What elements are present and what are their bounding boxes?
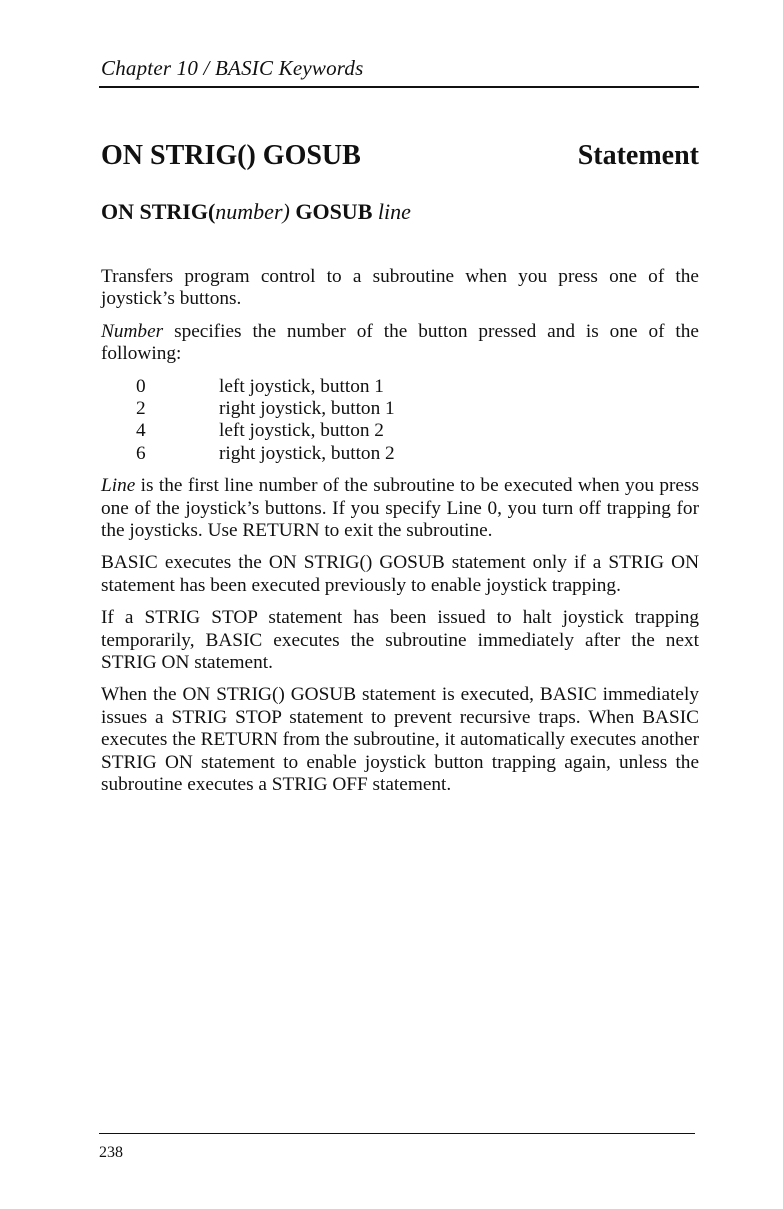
code-description: left joystick, button 2 — [219, 420, 384, 442]
syntax-param-number: number) — [215, 199, 290, 224]
paragraph-line-text: is the first line number of the subroutine to be executed when you press one of the joystick’s buttons. If you specify Line 0, you turn off trapping for the joysticks. Use RETURN to exit the subroutine. — [101, 475, 699, 541]
code-value: 4 — [136, 420, 146, 442]
syntax-param-line: line — [377, 199, 411, 224]
paragraph-number — [101, 321, 699, 366]
syntax-gosub: GOSUB — [289, 199, 378, 224]
button-code-list — [101, 376, 699, 466]
running-head: Chapter 10 / BASIC Keywords — [101, 56, 364, 80]
page-number: 238 — [99, 1144, 123, 1161]
keyword-title: ON STRIG() GOSUB — [101, 140, 361, 171]
paragraph-strig-on: BASIC executes the ON STRIG() GOSUB statement only if a STRIG ON statement has been executed previously to enable joystick trapping. — [101, 552, 699, 596]
syntax-line — [101, 199, 411, 225]
list-item — [101, 443, 699, 465]
code-value: 0 — [136, 375, 146, 397]
term-number: Number — [101, 320, 164, 342]
paragraph-line — [101, 475, 699, 542]
paragraph-recursive-traps: When the ON STRIG() GOSUB statement is executed, BASIC immediately issues a STRIG STOP statement to prevent recursive traps. When BASIC executes the RETURN from the subroutine, it automatically executes another STRIG ON statement to enable joystick button trapping again, unless the subroutine executes a STRIG OFF statement. — [101, 684, 699, 796]
term-line: Line — [101, 475, 136, 497]
code-value: 2 — [136, 398, 146, 420]
code-description: right joystick, button 2 — [219, 442, 395, 464]
header-rule — [99, 86, 699, 88]
paragraph-strig-stop: If a STRIG STOP statement has been issued to halt joystick trapping temporarily, BASIC executes the subroutine immediately after the next STRIG ON statement. — [101, 607, 699, 674]
paragraph-description: Transfers program control to a subroutine when you press one of the joystick’s buttons. — [101, 266, 699, 310]
syntax-keyword: ON STRIG( — [101, 199, 216, 224]
keyword-kind: Statement — [577, 140, 699, 171]
code-value: 6 — [136, 442, 146, 464]
code-description: left joystick, button 1 — [219, 375, 384, 397]
code-description: right joystick, button 1 — [219, 398, 395, 420]
footer-rule — [99, 1133, 695, 1134]
paragraph-number-text: specifies the number of the button pressed and is one of the following: — [101, 320, 699, 365]
list-item — [101, 398, 699, 420]
body-text — [101, 266, 699, 806]
list-item — [101, 376, 699, 398]
list-item — [101, 420, 699, 442]
